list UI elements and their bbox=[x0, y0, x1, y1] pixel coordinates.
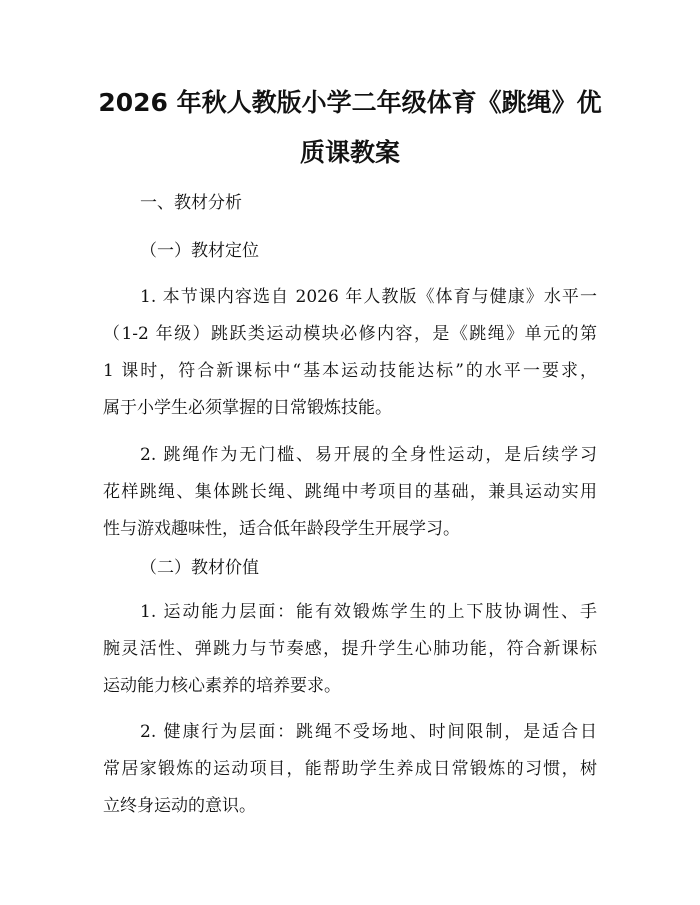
text-line: 2. 健康行为层面：跳绳不受场地、时间限制，是适合日 bbox=[140, 722, 597, 742]
subsection-heading-positioning: （一）教材定位 bbox=[140, 241, 259, 261]
text-line: （1-2 年级）跳跃类运动模块必修内容，是《跳绳》单元的第 bbox=[103, 324, 597, 344]
text-line: 2. 跳绳作为无门槛、易开展的全身性运动，是后续学习 bbox=[140, 445, 597, 465]
subsection-heading-value: （二）教材价值 bbox=[140, 558, 259, 578]
text-line: 性与游戏趣味性，适合低年龄段学生开展学习。 bbox=[103, 519, 460, 539]
text-line: 花样跳绳、集体跳长绳、跳绳中考项目的基础，兼具运动实用 bbox=[103, 482, 597, 502]
paragraph-positioning-1 bbox=[103, 279, 597, 427]
paragraph-value-1 bbox=[103, 594, 597, 705]
title-line-2: 质课教案 bbox=[299, 138, 400, 167]
text-line: 腕灵活性、弹跳力与节奏感，提升学生心肺功能，符合新课标 bbox=[103, 639, 597, 659]
text-line: 立终身运动的意识。 bbox=[103, 796, 256, 816]
paragraph-positioning-2 bbox=[103, 437, 597, 548]
text-line: 常居家锻炼的运动项目，能帮助学生养成日常锻炼的习惯，树 bbox=[103, 759, 597, 779]
text-line: 1 课时，符合新课标中“基本运动技能达标”的水平一要求， bbox=[103, 361, 597, 381]
document-title bbox=[90, 78, 610, 178]
text-line: 1. 运动能力层面：能有效锻炼学生的上下肢协调性、手 bbox=[140, 602, 597, 622]
section-heading-material-analysis: 一、教材分析 bbox=[140, 193, 242, 213]
text-line: 属于小学生必须掌握的日常锻炼技能。 bbox=[103, 398, 392, 418]
title-line-1: 2026 年秋人教版小学二年级体育《跳绳》优 bbox=[98, 88, 602, 117]
text-line: 运动能力核心素养的培养要求。 bbox=[103, 676, 341, 696]
paragraph-value-2 bbox=[103, 714, 597, 825]
text-line: 1. 本节课内容选自 2026 年人教版《体育与健康》水平一 bbox=[140, 287, 597, 307]
